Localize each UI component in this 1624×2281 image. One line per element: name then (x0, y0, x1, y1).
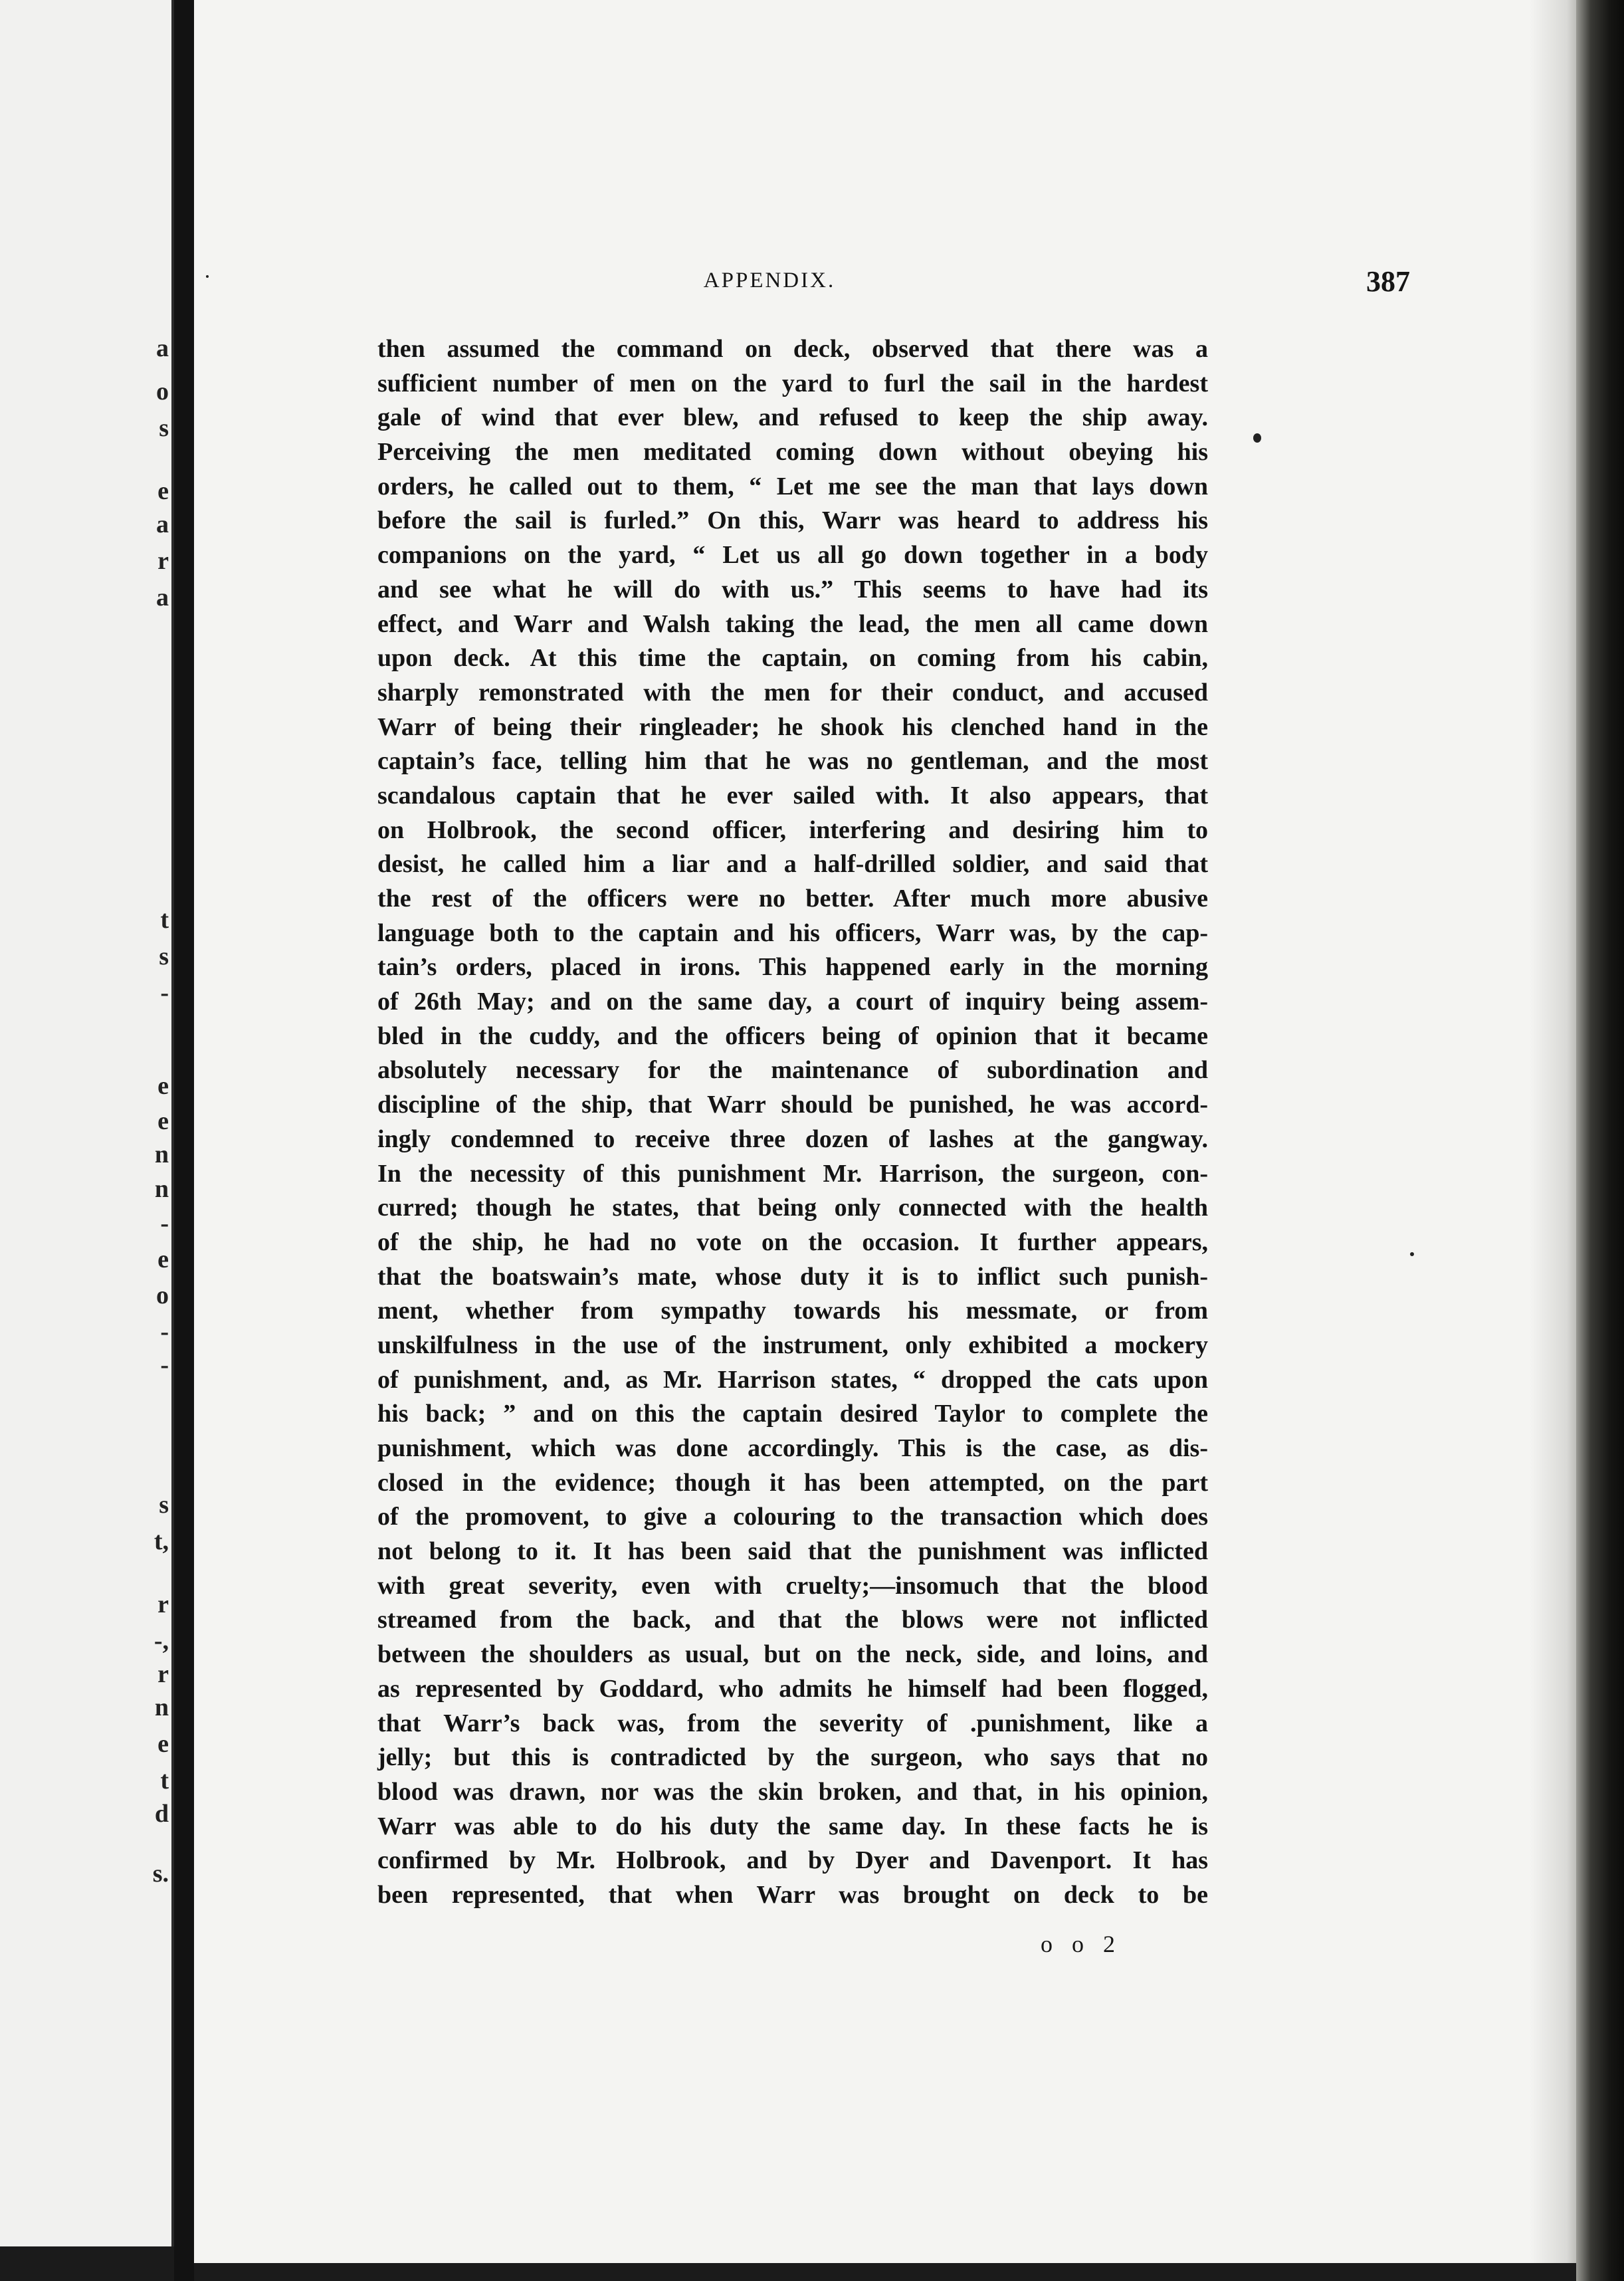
text-line (377, 401, 1208, 435)
text-line (377, 1638, 1208, 1672)
body-text (377, 332, 1208, 1913)
facing-page-text-fragment: r (157, 547, 169, 575)
facing-page-text-fragment: o (156, 1281, 169, 1309)
text-line (377, 607, 1208, 642)
text-line-content: sharply remonstrated with the men for their conduct, and accused (377, 678, 1208, 706)
ink-speck (206, 275, 209, 278)
text-line-content: closed in the evidence; though it has been attempted, on the part (377, 1468, 1208, 1497)
text-line (377, 1053, 1208, 1088)
facing-page-text-fragment: -, (153, 1627, 169, 1655)
running-head: APPENDIX. (703, 269, 836, 292)
text-line (377, 332, 1208, 367)
text-line (377, 1363, 1208, 1398)
text-line (377, 1397, 1208, 1432)
facing-page-text-fragment: n (154, 1693, 169, 1721)
facing-page-text-fragment: a (156, 584, 169, 611)
facing-page-text-fragment: a (156, 510, 169, 538)
text-line (377, 1569, 1208, 1604)
text-line-content: desist, he called him a liar and a half-drilled soldier, and said that (377, 850, 1208, 879)
text-line (377, 641, 1208, 676)
text-line (377, 1020, 1208, 1054)
text-line (377, 710, 1208, 745)
text-line-content: between the shoulders as usual, but on the neck, side, and loins, and (377, 1640, 1208, 1669)
printer-signature-mark: o o 2 (1041, 1931, 1122, 1957)
text-line (377, 1603, 1208, 1638)
text-line (377, 1432, 1208, 1466)
text-line (377, 1844, 1208, 1878)
text-line-content: jelly; but this is contradicted by the surgeon, who says that no (377, 1743, 1208, 1772)
facing-page-text-fragment: t (160, 906, 169, 934)
text-line-content: the rest of the officers were no better. After much more abusive (377, 885, 1208, 913)
text-line (377, 1329, 1208, 1363)
facing-page-text-fragment: o (156, 378, 169, 405)
text-line (377, 1226, 1208, 1260)
facing-page-text-fragment: - (160, 979, 169, 1007)
text-line (377, 367, 1208, 401)
text-line-content: confirmed by Mr. Holbrook, and by Dyer and Davenport. It has (377, 1846, 1208, 1875)
text-line-content: bled in the cuddy, and the officers being of opinion that it became (377, 1022, 1208, 1050)
text-line (377, 950, 1208, 985)
text-line-content: absolutely necessary for the maintenance of subordination and (377, 1056, 1208, 1085)
facing-page-text-fragment: t, (153, 1527, 169, 1555)
text-line (377, 1535, 1208, 1569)
text-line (377, 435, 1208, 470)
text-line-content: of 26th May; and on the same day, a court of inquiry being assem- (377, 988, 1208, 1016)
facing-page-text-fragment: s (159, 942, 169, 970)
facing-page-text-fragment: a (156, 334, 169, 362)
facing-page-text-fragment: e (157, 1107, 169, 1135)
facing-page (0, 0, 174, 2246)
facing-page-text-fragment: - (160, 1318, 169, 1346)
facing-page-text-fragment: d (154, 1800, 169, 1828)
facing-page-text-fragment: r (157, 1590, 169, 1618)
facing-page-text-fragment: s (159, 1491, 169, 1519)
facing-page-text-fragment: e (157, 477, 169, 505)
text-line (377, 1260, 1208, 1295)
text-line-content: on Holbrook, the second officer, interfering and desiring him to (377, 815, 1208, 844)
text-line-content: with great severity, even with cruelty;—insomuch that the blood (377, 1571, 1208, 1600)
text-line (377, 573, 1208, 607)
text-line-content: orders, he called out to them, “ Let me see the man that lays down (377, 472, 1208, 500)
facing-page-text-fragment: s. (152, 1860, 169, 1888)
text-line (377, 814, 1208, 848)
text-line-content: that Warr’s back was, from the severity of .punishment, like a (377, 1709, 1208, 1737)
text-line-content: been represented, that when Warr was brought on deck to be (377, 1880, 1208, 1909)
text-line-content: ingly condemned to receive three dozen of lashes at the gangway. (377, 1125, 1208, 1153)
facing-page-text-fragment: n (154, 1175, 169, 1203)
facing-page-text-fragment: r (157, 1660, 169, 1688)
text-line-content: scandalous captain that he ever sailed with. It also appears, that (377, 781, 1208, 810)
text-line (377, 1810, 1208, 1844)
text-line-content: that the boatswain’s mate, whose duty it is to inflict such punish- (377, 1262, 1208, 1291)
book-gutter (174, 0, 194, 2281)
text-line-content: then assumed the command on deck, observed that there was a (377, 335, 1208, 363)
text-line-content: unskilfulness in the use of the instrument, only exhibited a mockery (377, 1331, 1208, 1359)
text-line (377, 744, 1208, 779)
text-line (377, 847, 1208, 882)
text-line-content: curred; though he states, that being only connected with the health (377, 1194, 1208, 1222)
text-line (377, 504, 1208, 538)
text-line-content: upon deck. At this time the captain, on coming from his cabin, (377, 644, 1208, 673)
facing-page-text-fragment: - (160, 1351, 169, 1379)
text-line-content: before the sail is furled.” On this, Warr was heard to address his (377, 506, 1208, 535)
text-line (377, 538, 1208, 573)
text-line-content: and see what he will do with us.” This seems to have had its (377, 575, 1208, 603)
page-number: 387 (1366, 265, 1410, 298)
facing-page-text-fragment: e (157, 1246, 169, 1273)
text-line (377, 779, 1208, 814)
text-line (377, 676, 1208, 710)
text-line-content: his back; ” and on this the captain desired Taylor to complete the (377, 1400, 1208, 1428)
facing-page-text-fragment: t (160, 1767, 169, 1794)
page-edge-shading (1530, 0, 1576, 2263)
text-line (377, 470, 1208, 504)
text-line (377, 1123, 1208, 1157)
text-line-content: as represented by Goddard, who admits he himself had been flogged, (377, 1674, 1208, 1703)
facing-page-text-fragment: s (159, 414, 169, 442)
text-line-content: gale of wind that ever blew, and refused to keep the ship away. (377, 403, 1208, 432)
text-line (377, 917, 1208, 951)
text-line (377, 1157, 1208, 1192)
facing-page-text-fragment: n (154, 1140, 169, 1168)
text-line (377, 1878, 1208, 1913)
text-line (377, 882, 1208, 917)
text-line-content: punishment, which was done accordingly. This is the case, as dis- (377, 1434, 1208, 1462)
text-line-content: Warr of being their ringleader; he shook his clenched hand in the (377, 712, 1208, 741)
text-line (377, 1707, 1208, 1741)
text-line-content: blood was drawn, nor was the skin broken, and that, in his opinion, (377, 1777, 1208, 1806)
text-line-content: effect, and Warr and Walsh taking the lead, the men all came down (377, 609, 1208, 638)
facing-page-text-fragment: e (157, 1072, 169, 1100)
text-line-content: In the necessity of this punishment Mr. Harrison, the surgeon, con- (377, 1159, 1208, 1188)
text-line-content: of punishment, and, as Mr. Harrison states, “ dropped the cats upon (377, 1365, 1208, 1394)
text-line-content: of the ship, he had no vote on the occasion. It further appears, (377, 1228, 1208, 1256)
text-line (377, 1466, 1208, 1501)
text-line-content: tain’s orders, placed in irons. This happened early in the morning (377, 953, 1208, 982)
text-line-content: captain’s face, telling him that he was no gentleman, and the most (377, 747, 1208, 776)
text-line (377, 1672, 1208, 1707)
text-line (377, 985, 1208, 1020)
facing-page-text-fragment: e (157, 1730, 169, 1758)
facing-page-text-fragment: - (160, 1210, 169, 1238)
text-line-content: sufficient number of men on the yard to furl the sail in the hardest (377, 369, 1208, 397)
text-line (377, 1191, 1208, 1226)
text-line-content: streamed from the back, and that the blows were not inflicted (377, 1606, 1208, 1634)
text-line (377, 1741, 1208, 1775)
text-line-content: not belong to it. It has been said that the punishment was inflicted (377, 1537, 1208, 1566)
text-line-content: ment, whether from sympathy towards his messmate, or from (377, 1297, 1208, 1325)
text-line (377, 1775, 1208, 1810)
ink-speck (1410, 1252, 1414, 1256)
text-line (377, 1500, 1208, 1535)
text-line-content: of the promovent, to give a colouring to the transaction which does (377, 1503, 1208, 1531)
ink-speck (1253, 433, 1261, 443)
text-line (377, 1088, 1208, 1123)
text-line-content: discipline of the ship, that Warr should be punished, he was accord- (377, 1091, 1208, 1119)
book-binding-edge (1576, 0, 1624, 2281)
text-line-content: language both to the captain and his officers, Warr was, by the cap- (377, 919, 1208, 947)
text-line-content: Warr was able to do his duty the same day. In these facts he is (377, 1812, 1208, 1840)
text-line-content: Perceiving the men meditated coming down without obeying his (377, 438, 1208, 467)
text-line-content: companions on the yard, “ Let us all go down together in a body (377, 541, 1208, 570)
text-line (377, 1294, 1208, 1329)
